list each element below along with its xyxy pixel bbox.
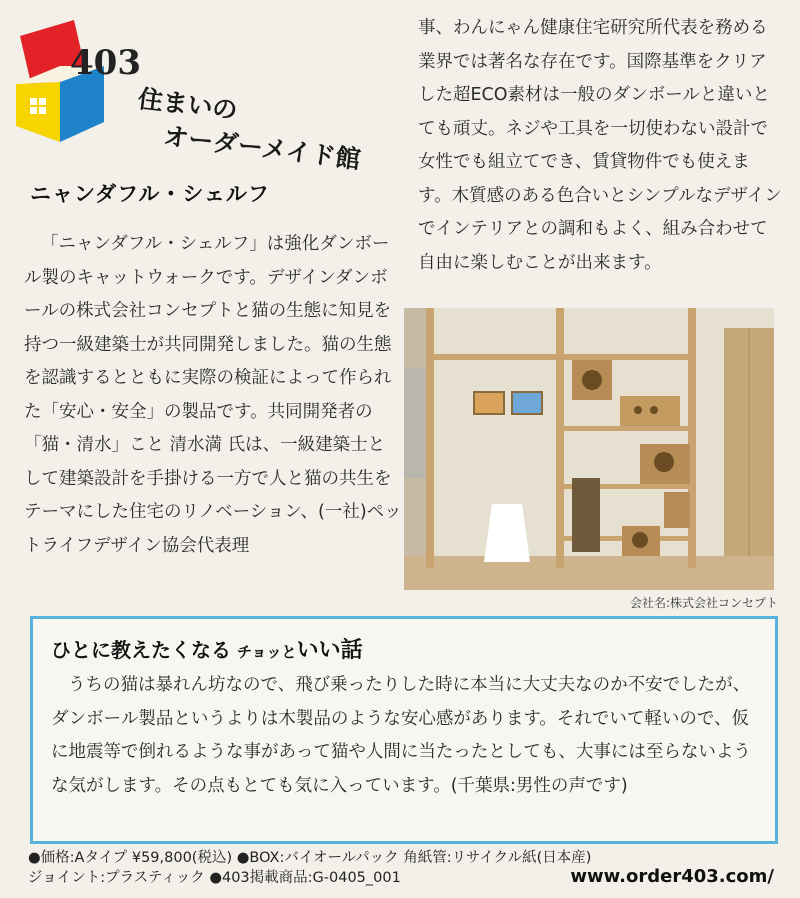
logo-number: 403	[70, 43, 141, 83]
house-403-logo	[8, 14, 148, 154]
tip-title	[51, 633, 363, 664]
series-title-line1: 住まいの	[136, 83, 240, 125]
product-photo	[404, 308, 774, 590]
tip-title-small: チョッと	[237, 643, 297, 661]
product-title: ニャンダフル・シェルフ	[30, 182, 270, 206]
tip-box	[30, 616, 778, 844]
product-info-line1: ●価格:Aタイプ ¥59,800(税込) ●BOX:バイオールパック 角紙管:リサイクル紙(日本産)	[28, 850, 592, 866]
website-url[interactable]: www.order403.com/	[570, 866, 774, 887]
series-title-line2: オーダーメイド館	[161, 121, 363, 175]
tip-title-big: いい話	[296, 638, 363, 663]
tip-text: うちの猫は暴れん坊なので、飛び乗ったりした時に本当に大丈夫なのか不安でしたが、ダンボール製品というよりは木製品のような安心感があります。それでいて軽いので、仮に地震等で倒れるような事があって猫や人間に当たったとしても、大事には至らないような気がします。その点もとても気に入っています。(千葉県:男性の声です)	[51, 675, 751, 796]
series-title	[132, 82, 367, 177]
tip-title-main: ひとに教えたくなる	[51, 638, 231, 662]
article-left-column: 「ニャンダフル・シェルフ」は強化ダンボール製のキャットウォークです。デザインダンボールの株式会社コンセプトと猫の生態に知見を持つ一級建築士が共同開発しました。猫の生態を認識するとともに実際の検証によって作られた「安心・安全」の製品です。共同開発者の「猫・清水」こと 清水満 氏は、一級建築士として建築設計を手掛ける一方で人と猫の共生をテーマにした住宅のリノベーション、(一社)ペットライフデザイン協会代表理	[24, 234, 402, 556]
product-info-line2: ジョイント:プラスティック ●403掲載商品:G-0405_001	[28, 870, 401, 886]
photo-caption: 会社名:株式会社コンセプト	[629, 596, 778, 610]
article-right-column: 事、わんにゃん健康住宅研究所代表を務める業界では著名な存在です。国際基準をクリアした超ECO素材は一般のダンボールと違いとても頑丈。ネジや工具を一切使わない設計で女性でも組立てでき、賃貸物件でも使えます。木質感のある色合いとシンプルなデザインでインテリアとの調和もよく、組み合わせて自由に楽しむことが出来ます。	[418, 18, 782, 273]
